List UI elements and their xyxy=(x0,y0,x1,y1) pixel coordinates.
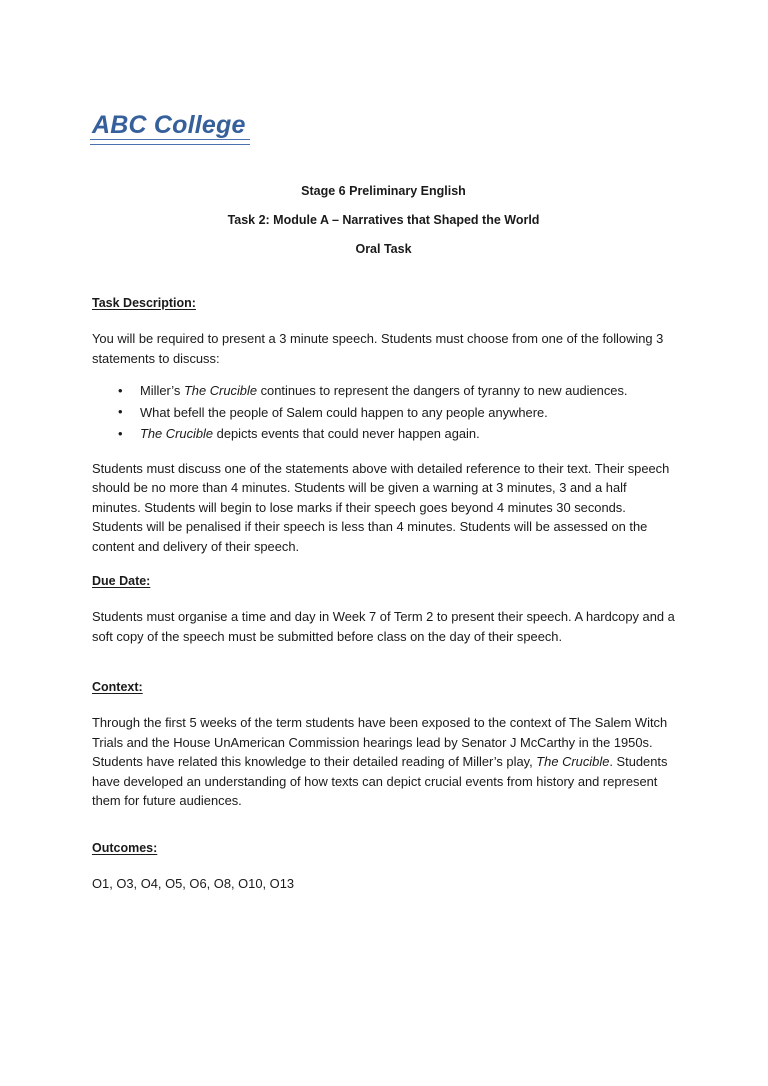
bullet-text-post: continues to represent the dangers of tyranny to new audiences. xyxy=(257,383,628,399)
context-paragraph xyxy=(92,713,675,811)
bullet-text-pre: What befell the people of Salem could happen to any people anywhere. xyxy=(140,404,548,420)
list-item xyxy=(92,423,675,445)
heading-task-type: Oral Task xyxy=(355,242,412,256)
heading-task-module: Task 2: Module A – Narratives that Shaped the World xyxy=(227,213,540,227)
section-due-date xyxy=(92,572,675,646)
page-title-text: ABC College xyxy=(92,112,246,143)
list-item xyxy=(92,402,675,424)
assessment-headings xyxy=(92,177,675,264)
section-outcomes xyxy=(92,839,675,894)
task-description-intro: You will be required to present a 3 minute speech. Students must choose from one of the following 3 statements to discuss: xyxy=(92,331,664,366)
context-text-part2: . Students have developed an understanding of how texts can depict crucial events from history and represent them for future audiences. xyxy=(92,754,668,809)
section-heading-outcomes: Outcomes: xyxy=(92,841,158,855)
list-item xyxy=(92,380,675,402)
section-task-description xyxy=(92,294,675,557)
statement-list xyxy=(92,380,675,445)
outcomes-list: O1, O3, O4, O5, O6, O8, O10, O13 xyxy=(92,876,295,891)
bullet-text-post: depicts events that could never happen again. xyxy=(213,426,480,442)
context-text-italic: The Crucible xyxy=(536,754,610,770)
task-description-paragraph: Students must discuss one of the statements above with detailed reference to their text. Their speech should be no more than 4 minutes. Students will be given a warning at 3 minutes, 3 and a half minutes. Students will begin to lose marks if their speech goes beyond 4 minutes 30 seconds. Students will be penalised if their speech is less than 4 minutes. Students will be assessed on the content and delivery of their speech. xyxy=(92,460,670,555)
bullet-text-italic: The Crucible xyxy=(140,426,214,442)
section-heading-task-description: Task Description: xyxy=(92,296,196,310)
section-heading-context: Context: xyxy=(92,680,143,694)
bullet-text-pre: Miller’s xyxy=(140,383,184,399)
section-heading-due-date: Due Date: xyxy=(92,574,151,588)
bullet-text-italic: The Crucible xyxy=(183,383,258,399)
section-context xyxy=(92,678,675,811)
heading-course: Stage 6 Preliminary English xyxy=(301,184,466,198)
due-date-paragraph: Students must organise a time and day in Week 7 of Term 2 to present their speech. A hardcopy and a soft copy of the speech must be submitted before class on the day of their speech. xyxy=(92,609,675,644)
page-title xyxy=(92,112,246,143)
context-text-part1: Through the first 5 weeks of the term students have been exposed to the context of The Salem Witch Trials and the House UnAmerican Commission hearings lead by Senator J McCarthy in the 1950s. Students have related this knowledge to their detailed reading of Miller’s play, xyxy=(92,715,668,770)
